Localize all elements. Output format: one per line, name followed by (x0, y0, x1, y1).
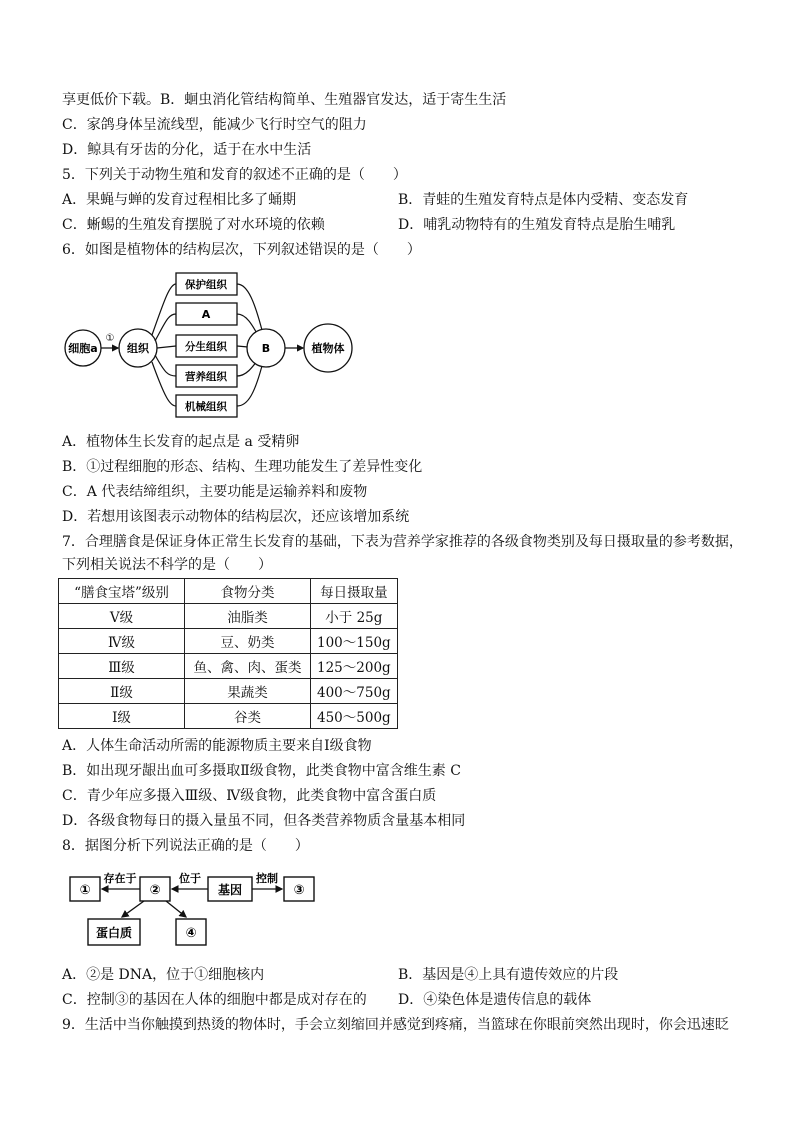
header-food-type: 食物分类 (185, 579, 311, 604)
table-cell: Ⅱ级 (59, 679, 185, 704)
control-label: 控制 (256, 872, 278, 885)
question-7-stem: 7．合理膳食是保证身体正常生长发育的基础，下表为营养学家推荐的各级食物类别及每日摄取量的参考数据， (62, 534, 743, 550)
table-cell: 125～200g (311, 654, 398, 679)
step-label: ① (105, 333, 115, 344)
text-line: C．家鸽身体呈流线型，能减少飞行时空气的阻力 (62, 117, 367, 133)
table-cell: 谷类 (185, 704, 311, 729)
table-cell: Ⅴ级 (59, 604, 185, 629)
table-header-row (59, 579, 398, 604)
gene-concept-diagram (64, 862, 324, 952)
tissue-label: 组织 (127, 342, 149, 355)
option-c: C．蜥蜴的生殖发育摆脱了对水环境的依赖 (62, 217, 325, 233)
table-cell: 小于 25g (311, 604, 398, 629)
tissue-box-1: 保护组织 (185, 279, 227, 291)
food-pyramid-table (58, 578, 398, 729)
tissue-box-3: 分生组织 (185, 341, 227, 353)
table-cell: 油脂类 (185, 604, 311, 629)
plant-label: 植物体 (311, 342, 345, 355)
plant-structure-diagram (60, 268, 360, 420)
table-cell: Ⅳ级 (59, 629, 185, 654)
table-row (59, 704, 398, 729)
table-row (59, 679, 398, 704)
node-2: ② (149, 883, 161, 898)
question-6-stem: 6．如图是植物体的结构层次，下列叙述错误的是（ ） (62, 242, 421, 258)
table-cell: 100～150g (311, 629, 398, 654)
tissue-box-5: 机械组织 (185, 401, 227, 413)
table-cell: 豆、奶类 (185, 629, 311, 654)
option-a: A．果蝇与蝉的发育过程相比多了蛹期 (62, 192, 297, 208)
table-row (59, 629, 398, 654)
table-cell: Ⅲ级 (59, 654, 185, 679)
table-cell: 鱼、禽、肉、蛋类 (185, 654, 311, 679)
option-a: A．植物体生长发育的起点是 a 受精卵 (62, 434, 300, 450)
table-cell: 450～500g (311, 704, 398, 729)
protein-node: 蛋白质 (95, 926, 133, 940)
option-b: B．青蛙的生殖发育特点是体内受精、变态发育 (398, 192, 689, 208)
tissue-box-2: A (201, 308, 211, 321)
node-1: ① (79, 883, 91, 898)
option-b: B．①过程细胞的形态、结构、生理功能发生了差异性变化 (62, 459, 423, 475)
table-cell: Ⅰ级 (59, 704, 185, 729)
exist-in-label: 存在于 (103, 872, 137, 885)
located-on-label: 位于 (179, 872, 201, 885)
option-c: C．青少年应多摄入Ⅲ级、Ⅳ级食物，此类食物中富含蛋白质 (62, 788, 437, 804)
tissue-box-4: 营养组织 (185, 371, 227, 383)
option-d: D．哺乳动物特有的生殖发育特点是胎生哺乳 (398, 217, 676, 233)
option-d: D．各级食物每日的摄入量虽不同，但各类营养物质含量基本相同 (62, 813, 466, 829)
question-7-stem-cont: 下列相关说法不科学的是（ ） (62, 557, 272, 573)
node-3: ③ (293, 883, 305, 898)
table-row (59, 654, 398, 679)
option-c: C．A 代表结缔组织，主要功能是运输养料和废物 (62, 484, 368, 500)
option-a: A．人体生命活动所需的能源物质主要来自Ⅰ级食物 (62, 738, 372, 754)
organ-label: B (261, 342, 271, 355)
header-level: “膳食宝塔”级别 (59, 579, 185, 604)
question-9-stem: 9．生活中当你触摸到热烫的物体时，手会立刻缩回并感觉到疼痛，当篮球在你眼前突然出现时，你会迅速眨 (62, 1017, 729, 1033)
header-daily-intake: 每日摄取量 (311, 579, 398, 604)
option-d: D．④染色体是遗传信息的载体 (398, 992, 592, 1008)
cell-label: 细胞a (68, 342, 98, 355)
option-c: C．控制③的基因在人体的细胞中都是成对存在的 (62, 992, 367, 1008)
option-b: B．基因是④上具有遗传效应的片段 (398, 967, 619, 983)
node-4: ④ (185, 926, 197, 941)
table-row (59, 604, 398, 629)
option-b: B．如出现牙龈出血可多摄取Ⅱ级食物，此类食物中富含维生素 C (62, 763, 461, 779)
question-5-stem: 5．下列关于动物生殖和发育的叙述不正确的是（ ） (62, 167, 407, 183)
table-cell: 400～750g (311, 679, 398, 704)
option-a: A．②是 DNA，位于①细胞核内 (62, 967, 265, 983)
table-cell: 果蔬类 (185, 679, 311, 704)
option-d: D．若想用该图表示动物体的结构层次，还应该增加系统 (62, 509, 410, 525)
text-line: 享更低价下载。B．蛔虫消化管结构简单、生殖器官发达，适于寄生生活 (62, 92, 507, 108)
question-8-stem: 8．据图分析下列说法正确的是（ ） (62, 838, 309, 854)
text-line: D．鲸具有牙齿的分化，适于在水中生活 (62, 142, 312, 158)
gene-node: 基因 (217, 883, 243, 897)
